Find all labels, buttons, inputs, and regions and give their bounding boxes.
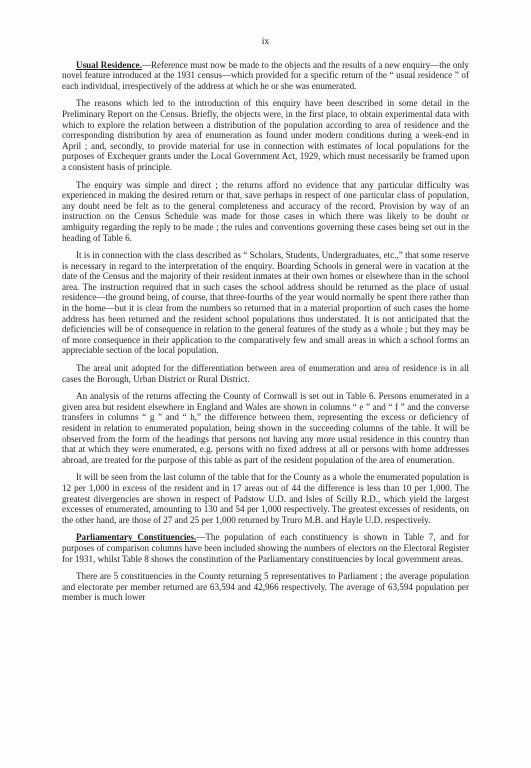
paragraph-areal-unit bbox=[62, 363, 469, 384]
paragraph-text: It is in connection with the class described as “ Scholars, Students, Undergraduates, etc.,” that some reserve is necessary in regard to the interpretation of the enquiry. Boarding Schools in general were in vacation at the date of the Census and the majority of their resident inmates at their own homes or elsewhere than in the school area. The instruction required that in such cases the school address should be returned as the place of usual residence—the ground being, of course, that three-fourths of the year would normally be spent there rather than in the home—but it is clear from the numbers so returned that in a material proportion of such cases the home address has been returned and the resident school populations thus understated. It is not anticipated that the deficiencies will be of consequence in relation to the general features of the study as a whole ; but they may be of more consequence in their application to the comparatively few and small areas in which a school forms an appreciable section of the local population. bbox=[62, 250, 469, 356]
paragraph-text: The areal unit adopted for the differentiation between area of enumeration and area of residence is in all cases the Borough, Urban District or Rural District. bbox=[62, 363, 469, 384]
paragraph-text: An analysis of the returns affecting the County of Cornwall is set out in Table 6. Persons enumerated in a given area but resident elsewhere in England and Wales are shown in columns “ e ” and “ f ” and the converse transfers in columns “ g ” and “ h,” the difference between them, representing the excess or deficiency of resident in relation to enumerated population, being shown in the succeeding columns of the table. It will be observed from the form of the headings that persons not having any more usual residence in this country than that at which they were enumerated, e.g. persons with no fixed address at all or persons with home addresses abroad, are treated for the purpose of this table as part of the resident population of the area of enumeration. bbox=[62, 391, 469, 465]
paragraph-constituencies-count bbox=[62, 571, 469, 603]
paragraph-parliamentary-constituencies bbox=[62, 532, 469, 564]
paragraph-enquiry bbox=[62, 180, 469, 244]
paragraph-scholars bbox=[62, 250, 469, 356]
paragraph-analysis-cornwall bbox=[62, 391, 469, 465]
paragraph-reasons bbox=[62, 98, 469, 172]
paragraph-text: The enquiry was simple and direct ; the returns afford no evidence that any particular difficulty was experienced in making the desired return or that, save perhaps in respect of one particular class of population, any doubt need be felt as to the general completeness and accuracy of the record. Provision by way of an instruction on the Census Schedule was made for those cases in which there was likely to be doubt or ambiguity regarding the reply to be made ; the rules and conventions governing these cases being set out in the heading of Table 6. bbox=[62, 179, 469, 243]
section-heading-parliamentary-constituencies: Parliamentary Constituencies. bbox=[76, 532, 197, 543]
paragraph-usual-residence bbox=[62, 60, 469, 92]
paragraph-text: —Reference must now be made to the objects and the results of a new enquiry—the only novel feature introduced at the 1931 census—which provided for a specific return of the “ usual residence ” of each individual, irrespectively of the address at which he or she was enumerated. bbox=[62, 59, 469, 91]
paragraph-text: It will be seen from the last column of the table that for the County as a whole the enumerated population is 12 per 1,000 in excess of the resident and in 17 areas out of 44 the difference is less than 10 per 1,000. The greatest divergencies are shown in respect of Padstow U.D. and Isles of Scilly R.D., which yield the largest excesses of enumerated, amounting to 130 and 54 per 1,000 respectively. The greatest excesses of residents, on the other hand, are those of 27 and 25 per 1,000 returned by Truro M.B. and Hayle U.D. respectively. bbox=[62, 472, 469, 525]
paragraph-text: There are 5 constituencies in the County returning 5 representatives to Parliament ; the average population and electorate per member returned are 63,594 and 42,966 respectively. The average of 63,594 population per member is much lower bbox=[62, 571, 469, 603]
page-number: ix bbox=[261, 37, 270, 47]
section-heading-usual-residence: Usual Residence. bbox=[76, 59, 142, 70]
paragraph-county-divergences bbox=[62, 472, 469, 525]
paragraph-text: —The population of each constituency is shown in Table 7, and for purposes of comparison columns have been included showing the numbers of electors on the Electoral Register for 1931, whilst Table 8 shows the constitution of the Parliamentary constituencies by local government areas. bbox=[62, 532, 469, 564]
paragraph-text: The reasons which led to the introduction of this enquiry have been described in some detail in the Preliminary Report on the Census. Briefly, the objects were, in the first place, to obtain experimental data with which to explore the relation between a distribution of the population according to area of residence and the corresponding distribution by area of enumeration as found under modern conditions during a week-end in April ; and, secondly, to provide material for use in connection with estimates of local populations for the purposes of Exchequer grants under the Local Government Act, 1929, which must necessarily be framed upon a consistent basis of principle. bbox=[62, 98, 469, 172]
